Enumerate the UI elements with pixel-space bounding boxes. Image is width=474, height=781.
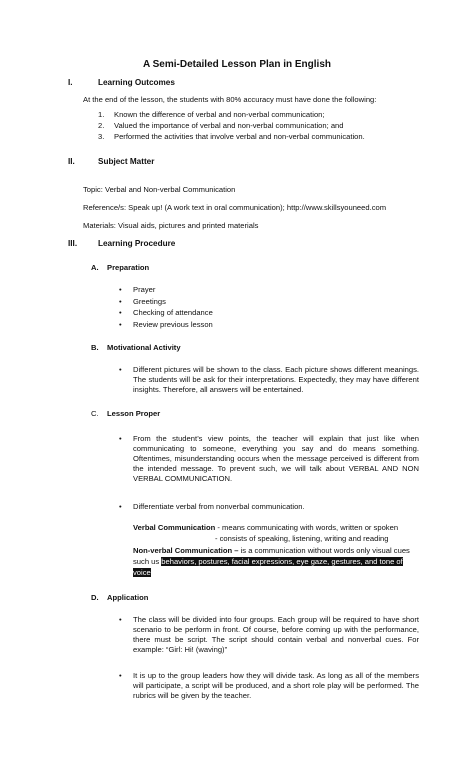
subsection-letter: B. xyxy=(91,343,99,352)
list-item: 1. Known the difference of verbal and non-verbal communication; xyxy=(98,110,325,119)
outcomes-list xyxy=(98,110,365,143)
application-paragraph-2: • It is up to the group leaders how they will divide task. As long as all of the members will participate, a script will be produced, and a short role play will be performed. The rubrics will be given by the teacher. xyxy=(133,671,419,701)
subsection-heading: Motivational Activity xyxy=(107,343,181,352)
highlighted-text: behaviors, postures, facial expressions, eye gaze, gestures, and tone of xyxy=(161,557,403,566)
verbal-definition-line xyxy=(133,523,398,533)
motivational-paragraph: • Different pictures will be shown to the class. Each picture shows different meanings. The students will be ask for their interpretations. Expectedly, they may have different insights. Therefore, all answers will be entertained. xyxy=(133,365,419,395)
highlighted-text: voice xyxy=(133,568,151,577)
list-item: • Greetings xyxy=(119,297,213,309)
subsection-letter: A. xyxy=(91,263,99,272)
section-heading: Subject Matter xyxy=(98,157,155,166)
section-number: III. xyxy=(68,239,78,248)
section-number: II. xyxy=(68,157,75,166)
list-item: • Checking of attendance xyxy=(119,308,213,320)
subsection-letter: C. xyxy=(91,409,99,418)
preparation-list xyxy=(119,285,213,331)
subsection-heading: Preparation xyxy=(107,263,150,272)
verbal-definition-continued: - consists of speaking, listening, writing and reading xyxy=(215,534,389,543)
nonverbal-definition-continued: such us behaviors, postures, facial expressions, eye gaze, gestures, and tone of xyxy=(133,557,403,566)
verbal-term: Verbal Communication xyxy=(133,523,216,532)
list-item: • Prayer xyxy=(119,285,213,297)
subsection-heading: Application xyxy=(107,593,149,602)
verbal-definition: - means communicating with words, written or spoken xyxy=(215,523,399,532)
lesson-proper-paragraph: • From the student’s view points, the teacher will explain that just like when communicating to someone, everything you say and do means something. Oftentimes, misunderstanding occurs when the message perceived is different from the intended message. To prevent such, we will talk about VERBAL AND NON VERBAL COMMUNICATION. xyxy=(133,434,419,484)
nonverbal-definition-line xyxy=(133,546,410,556)
application-paragraph-1: • The class will be divided into four groups. Each group will be required to have short scenario to be perform in front. Of course, before coming up with the performance, there must be script. The script should contain verbal and nonverbal cues. For example: “Girl: Hi! (waving)” xyxy=(133,615,419,655)
subject-topic: Topic: Verbal and Non-verbal Communication xyxy=(83,185,236,194)
nonverbal-definition-end xyxy=(133,568,151,578)
lesson-proper-instruction: • Differentiate verbal from nonverbal communication. xyxy=(133,502,305,512)
nonverbal-term: Non-verbal Communication – xyxy=(133,546,239,555)
list-item: 2. Valued the importance of verbal and non-verbal communication; and xyxy=(98,121,344,130)
list-item: 3. Performed the activities that involve verbal and non-verbal communication. xyxy=(98,132,365,141)
nonverbal-definition: is a communication without words only visual cues xyxy=(238,546,410,555)
section-heading: Learning Outcomes xyxy=(98,78,175,87)
section-heading: Learning Procedure xyxy=(98,239,176,248)
subject-reference: Reference/s: Speak up! (A work text in oral communication); http://www.skillsyouneed.com xyxy=(83,203,387,212)
subsection-heading: Lesson Proper xyxy=(107,409,161,418)
list-item: • Review previous lesson xyxy=(119,320,213,332)
document-title: A Semi-Detailed Lesson Plan in English xyxy=(142,59,331,70)
outcomes-intro: At the end of the lesson, the students with 80% accuracy must have done the following: xyxy=(83,95,377,104)
subject-materials: Materials: Visual aids, pictures and printed materials xyxy=(83,221,259,230)
section-number: I. xyxy=(68,78,73,87)
subsection-letter: D. xyxy=(91,593,99,602)
